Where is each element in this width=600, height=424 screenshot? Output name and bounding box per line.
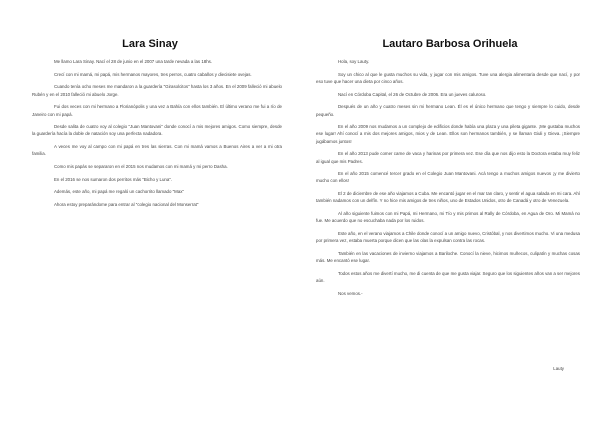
left-paragraph-10: Ahora estoy preparándome para entrar al "colegio nacional del Monserrat": [54, 202, 199, 208]
right-paragraph-1: Hola, soy Lauty.: [338, 59, 370, 64]
right-paragraph-7: En el año 2015 comencé tercer grado en el Colegio Juan Mantovani. Acá tengo a muchos amigos nuevos ¡y me divierto mucho con ellos!: [316, 171, 580, 184]
left-paragraph-7: Como mis papás se separaron en el 2015 nos mudamos con mi mamá y mi perro Dasha.: [54, 164, 228, 170]
right-paragraph-4: Después de un año y cuatro meses sin mi hermano Lean. Él es el único hermano que tengo y siempre lo cuido, desde pequeño.: [316, 104, 580, 117]
right-paragraph-3: Nací en Córdoba Capital, el 26 de Octubre de 2006. Era un jueves caluroso.: [338, 91, 487, 97]
right-page-title: Lautaro Barbosa Orihuela: [382, 38, 518, 50]
left-paragraph-1: Me llamo Lara Sinay. Nací el 28 de junio en el 2007 una tarde nevada a las 18hs.: [54, 59, 213, 64]
left-paragraph-8: En el 2016 se nos sumaron dos perritos más "Bicho y Luna".: [54, 176, 173, 182]
right-paragraph-8: El 2 de diciembre de ese año viajamos a Cuba. Me encantó jugar en el mar tan claro, y sentir el agua salada en mi cara. Ahí también nadamos con un delfín. Y no hice mis amigos de tres niños, uno de Estados Unidos, otro de Canadá y otro de Venezuela.: [316, 191, 580, 204]
left-page-body: [32, 58, 282, 214]
left-paragraph-6: A veces me voy al campo con mi papá en tres las sierras. Con mi mamá vamos a Buenos Aires a ver a mi otra familia.: [32, 144, 282, 157]
right-paragraph-12: Todos estos años me divertí mucho, me di cuenta de que me gusta viajar. Seguro que los siguientes años van a ser mejores aún.: [316, 270, 580, 283]
right-paragraph-6: En el año 2013 pude comer carne de vaca y harinas por primera vez. Ese día que nos dijo esto la Doctora estaba muy feliz al igual que mis Padres.: [316, 151, 580, 164]
right-paragraph-2: Soy un chico al que le gusta muchos su vida, y jugar con mis amigos. Tuve una alergia alimentaria desde que nací, y por eso tuve que hacer una dieta por cinco años.: [316, 71, 580, 84]
right-page: [300, 0, 600, 424]
right-paragraph-5: En el año 2009 nos mudamos a un complejo de edificios donde había una plaza y una pileta gigante. ¡Me gustaba muchos ese lugar! Ahí conocí a mis dos mejores amigos, mios y de Lean. Ellos son hermanos también, y se llaman Giuli y Gieva. ¡Siempre jugábamos juntos!: [316, 124, 580, 144]
right-paragraph-11: También en las vacaciones de invierno viajamos a Bariloche. Conocí la nieve, hicimos muñecos, culipatín y muchas cosas más. Me encantó ese lugar.: [316, 250, 580, 264]
left-paragraph-3: Cuando tenía ocho meses me mandaron a la guardería "Girasolcitos" hasta los 3 años. En el 2009 falleció mi abuelo Rubén y en el 2010 falleció mi abuelo Jorge.: [32, 84, 282, 97]
right-paragraph-13: Nos vemos.-: [338, 290, 363, 296]
left-paragraph-4: Fui dos veces con mi hermano a Florianópolis y una vez a Bahía con ellos también. El último verano me fui a río de Janeiro con mi papá.: [32, 104, 282, 117]
right-page-body: [316, 58, 580, 302]
right-paragraph-9: Al año siguiente fuimos con mi Papá, mi Hermano, mi Tío y mis primos al Rally de Córdoba, en Agua de Oro. Mi Mamá no fue. Me acuerdo que no escuchaba nada por los ruidos.: [316, 211, 580, 224]
left-paragraph-5: Desde salita de cuatro voy al colegio "Juan Mantovani" donde conocí a mis mejores amigos. Como siempre, desde la guardería hacía la doble de natación soy una perfecta nadadora.: [32, 124, 282, 137]
left-paragraph-2: Crecí con mi mamá, mi papá, mis hermanos mayores, tres perros, cuatro caballos y diecisiete ovejas.: [54, 71, 252, 77]
left-page-title: Lara Sinay: [122, 38, 178, 50]
right-paragraph-10: Este año, en el verano viajamos a Chile donde conocí a un amigo nuevo, Cristóbal, y nos divertimos mucho. Vi una medusa por primera vez, estaba muerta porque dicen que las olas la expulsan contra las rocas.: [316, 230, 580, 244]
left-paragraph-9: Además, este año, mi papá me regaló un cachorrito llamado "Max": [54, 189, 185, 195]
signature: Lauty: [553, 366, 564, 371]
